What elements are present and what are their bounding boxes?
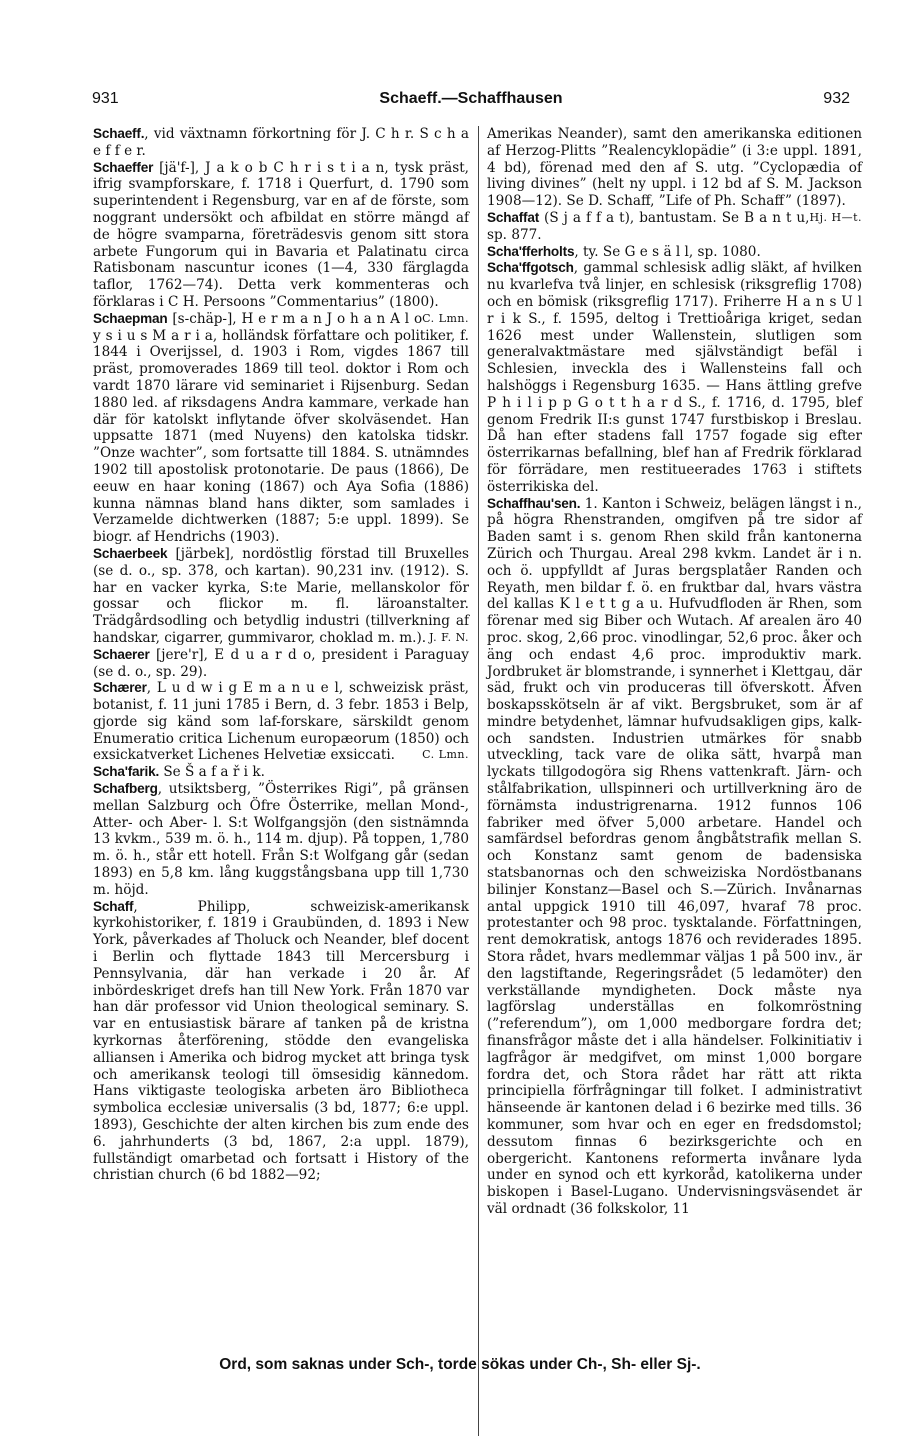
entry-headword: Schaff <box>93 898 134 914</box>
entry-text: [jä'f-], J a k o b C h r i s t i a n, tysk präst, ifrig svampforskare, f. 1718 i Querfurt, d. 1790 som superintendent i Regensburg, var en af de förste, som noggrant undersökt och afbildat en större mängd af de högre svamparna, företrädesvis genom sitt stora arbete Fungorum qui in Bavaria et Palatinatu circa Ratisbonam nascuntur icones (1—4, 330 färglagda taflor, 1762—74). Detta verk kommenteras och förklaras i C H. Persoons ”Commentarius” (1800). <box>93 159 469 310</box>
entry-text: (S j a f f a t), bantustam. Se B a n t u, sp. 877. <box>487 209 810 243</box>
right-column <box>487 126 862 1218</box>
author-signature: Hj. H—t. <box>809 210 862 224</box>
entry-headword: Schafberg <box>93 781 158 797</box>
entry <box>487 496 862 1218</box>
author-signature: C. Lmn. <box>422 311 469 325</box>
entry-text: Se Š a f a ř i k. <box>159 764 265 781</box>
entry-text: , L u d w i g E m a n u e l, schweizisk präst, botanist, f. 11 juni 1785 i Bern, d. 3 febr. 1853 i Belp, gjorde sig känd som laf-forskare, särskildt genom Enumeratio critica Lichenum europæorum (1850) och exsickatverket Lichenes Helvetiæ exsiccati. <box>93 680 469 764</box>
entry-headword: Schaerbeek <box>93 545 168 561</box>
column-divider <box>478 126 479 1436</box>
entry-headword: Schærer <box>93 680 147 696</box>
entry-text: , Philipp, schweizisk-amerikansk kyrkohistoriker, f. 1819 i Graubünden, d. 1893 i New York, påverkades af Tholuck och Neander, blef docent i Berlin och flyttade 1843 till Mercersburg i Pennsylvania, där han verkade i 20 år. Af inbördeskriget drefs han till New York. Från 1870 var han där professor vid Union theological seminary. S. var en entusiastisk bärare af tanken på de kristna kyrkornas återförening, stödde den evangeliska alliansen i Amerika och bidrog mycket att bringa tysk och amerikansk teologi till ömsesidig kännedom. Hans viktigaste teologiska arbeten äro Bibliotheca symbolica ecclesiæ universalis (3 bd, 1877; 6:e uppl. 1893), Geschichte der alten kirchen bis zum ende des 6. jahrhunderts (3 bd, 1867, 2:a uppl. 1879), fullständigt omarbetad och fortsatt i History of the christian church (6 bd 1882—92; <box>93 898 469 1184</box>
entry <box>93 764 469 781</box>
entry-text: Amerikas Neander), samt den amerikanska editionen af Herzog-Plitts ”Realencyklopädie” (i 3:e uppl. 1891, 4 bd), förenad med den af S. utg. ”Cyclopædia of living divines” (helt ny uppl. i 12 bd af S. M. Jackson 1908—12). Se D. Schaff, ”Life of Ph. Schaff” (1897). <box>487 126 862 210</box>
entry-headword: Schaepman <box>93 310 168 326</box>
entry-headword: Schaffat <box>487 209 540 225</box>
entry <box>93 899 469 1185</box>
entry-headword: Schaeff. <box>93 126 145 141</box>
entry-headword: Scha'ffgotsch <box>487 260 574 276</box>
entry-headword: Scha'farik. <box>93 764 160 780</box>
entry-text: , ty. Se G e s ä l l, sp. 1080. <box>574 243 761 260</box>
author-signature: J. F. N. <box>429 630 469 644</box>
entry <box>93 781 469 899</box>
entry <box>93 126 469 160</box>
entry-text: [s-chäp-], H e r m a n J o h a n A l o y s i u s M a r i a, holländsk författare och politiker, f. 1844 i Overijssel, d. 1903 i Rom, vigdes 1867 till präst, promoverades 1869 till teol. doktor i Rom och vardt 1870 lärare vid seminariet i Rijsenburg. Sedan 1880 led. af riksdagens Andra kammare, verkade han där för katolskt inflytande öfver skolväsendet. Han uppsatte 1871 (med Nuyens) den katolska tidskr. ”Onze wachter”, som fortsatte till 1884. S. utnämndes 1902 till apostolisk protonotarie. De paus (1866), De eeuw en haar koning (1867) och Aya Sofia (1886) kunna nämnas bland hans dikter, som samlades i Verzamelde dichtwerken (1887; 5:e uppl. 1899). Se biogr. af Hendrichs (1903). <box>93 310 469 546</box>
entry-text: 1. Kanton i Schweiz, belägen längst i n., på högra Rhenstranden, omgifven på tre sidor af Baden samt i s. genom Rhen skild från kantonerna Zürich och Thurgau. Areal 298 kvkm. Landet är i n. och ö. uppfylldt af Juras bergsplatåer Randen och Reyath, men bildar f. ö. en fruktbar dal, hvars västra del kallas K l e t t g a u. Hufvudfloden är Rhen, som förenar med sig Biber och Wutach. Af arealen äro 40 proc. skog, 2,66 proc. vinodlingar, 52,6 proc. åker och äng och endast 4,6 proc. improduktiv mark. Jordbruket är blomstrande, i synnerhet i Klettgau, där säd, frukt och vin produceras till öfverskott. Äfven boskapsskötseln är af vikt. Bergsbruket, som är af mindre betydenhet, lämnar hufvudsakligen gips, kalk- och sandsten. Industrien utmärkes för snabb utveckling, tack vare de olika sätt, hvarpå man lyckats tillgodogöra sig Rhens vattenkraft. Järn- och stålfabrikation, ullspinneri och urtillverkning äro de förnämsta industrigrenarna. 1912 funnos 106 fabriker med öfver 5,000 arbetare. Handel och samfärdsel befordras genom ångbåtstrafik mellan S. och Konstanz samt genom de badensiska statsbanornas och den schweiziska Nordöstbanans bilinjer Konstanz—Basel och S.—Zürich. Invånarnas antal uppgick 1910 till 46,097, hvaraf 78 proc. protestanter och 98 proc. tysktalande. Författningen, rent demokratisk, antogs 1876 och reviderades 1895. Stora rådet, hvars medlemmar väljas 1 på 500 inv., är den lagstiftande, Regeringsrådet (5 ledamöter) den verkställande myndigheten. Dock måste nya lagförslag underställas en folkomröstning (”referendum”), om 1,000 medborgare fordra det; finansfrågor måste det i alla händelser. Folkinitiativ i lagfrågor är medgifvet, om minst 1,000 borgare fordra det, och Stora rådet har rätt att rikta principiella förfrågningar till folket. I administrativt hänseende är kantonen delad i 6 bezirke med tills. 36 kommuner, som hvar och en eger en fredsdomstol; dessutom finnas 6 bezirksgerichte och en obergericht. Kantonens reformerta invånare lyda under en synod och ett kyrkoråd, katolikerna under biskopen i Basel-Lugano. Undervisningsväsendet är väl ordnadt (36 folkskolor, 11 <box>487 495 862 1217</box>
entry-text: , gammal schlesisk adlig släkt, af hvilken nu kvarlefva två linjer, en schlesisk (riksgreflig 1708) och en bömisk (riksgreflig 1717). Friherre H a n s U l r i k S., f. 1595, deltog i Trettioåriga kriget, sedan 1626 mest under Wallenstein, slutligen som generalvaktmästare med självständigt befäl i Schlesien, inveckla des i Wallensteins fall och halshöggs i Regensburg 1635. — Hans ättling grefve P h i l i p p G o t t h a r d S., f. 1716, d. 1795, blef genom Fredrik II:s gunst 1747 furstbiskop i Breslau. Då han efter stadens fall 1757 fogade sig efter österrikarnas befallning, blef han af Fredrik förklarad för förrädare, men restitueerades 1763 i stiftets österrikiska del. <box>487 260 862 495</box>
entry <box>487 260 862 495</box>
entry-headword: Schaffhau'sen. <box>487 495 581 511</box>
entry <box>93 546 469 647</box>
entry <box>487 210 862 244</box>
entry-headword: Schaerer <box>93 646 150 662</box>
entry <box>487 244 862 261</box>
entry-headword: Scha'fferholts <box>487 243 575 259</box>
running-title: Schaeff.—Schaffhausen <box>379 90 563 107</box>
entry <box>93 647 469 681</box>
page-number-right: 932 <box>823 90 850 107</box>
entry-text: [järbek], nordöstlig förstad till Bruxelles (se d. o., sp. 378, och kartan). 90,231 inv. (1912). S. har en vacker kyrka, S:te Marie, mellanskolor för gossar och flickor m. fl. läroanstalter. Trädgårdsodling och betydlig industri (tillverkning af handskar, cigarrer, gummivaror, choklad m. m.). <box>93 545 469 646</box>
author-signature: C. Lmn. <box>422 748 469 762</box>
entry-text: [jere'r], E d u a r d o, president i Paraguay (se d. o., sp. 29). <box>93 646 469 680</box>
entry-text: , vid växtnamn förkortning för J. C h r. S c h a e f f e r. <box>93 126 469 159</box>
entry <box>93 311 469 546</box>
entry-headword: Schaeffer <box>93 159 154 175</box>
page-footer-note: Ord, som saknas under Sch-, torde sökas under Ch-, Sh- eller Sj-. <box>219 1356 701 1373</box>
page-header <box>92 90 850 112</box>
page-number-left: 931 <box>92 90 119 107</box>
entry <box>93 680 469 764</box>
left-column <box>93 126 469 1184</box>
entry-text: , utsiktsberg, ”Österrikes Rigi”, på gränsen mellan Salzburg och Öfre Österrike, mellan Mond-, Atter- och Aber- l. S:t Wolfgangsjön (den sistnämnda 13 kvkm., 539 m. ö. h., 114 m. djup). På toppen, 1,780 m. ö. h., står ett hotell. Från S:t Wolfgang går (sedan 1893) en 5,8 km. lång kuggstångsbana upp till 1,730 m. höjd. <box>93 781 469 898</box>
